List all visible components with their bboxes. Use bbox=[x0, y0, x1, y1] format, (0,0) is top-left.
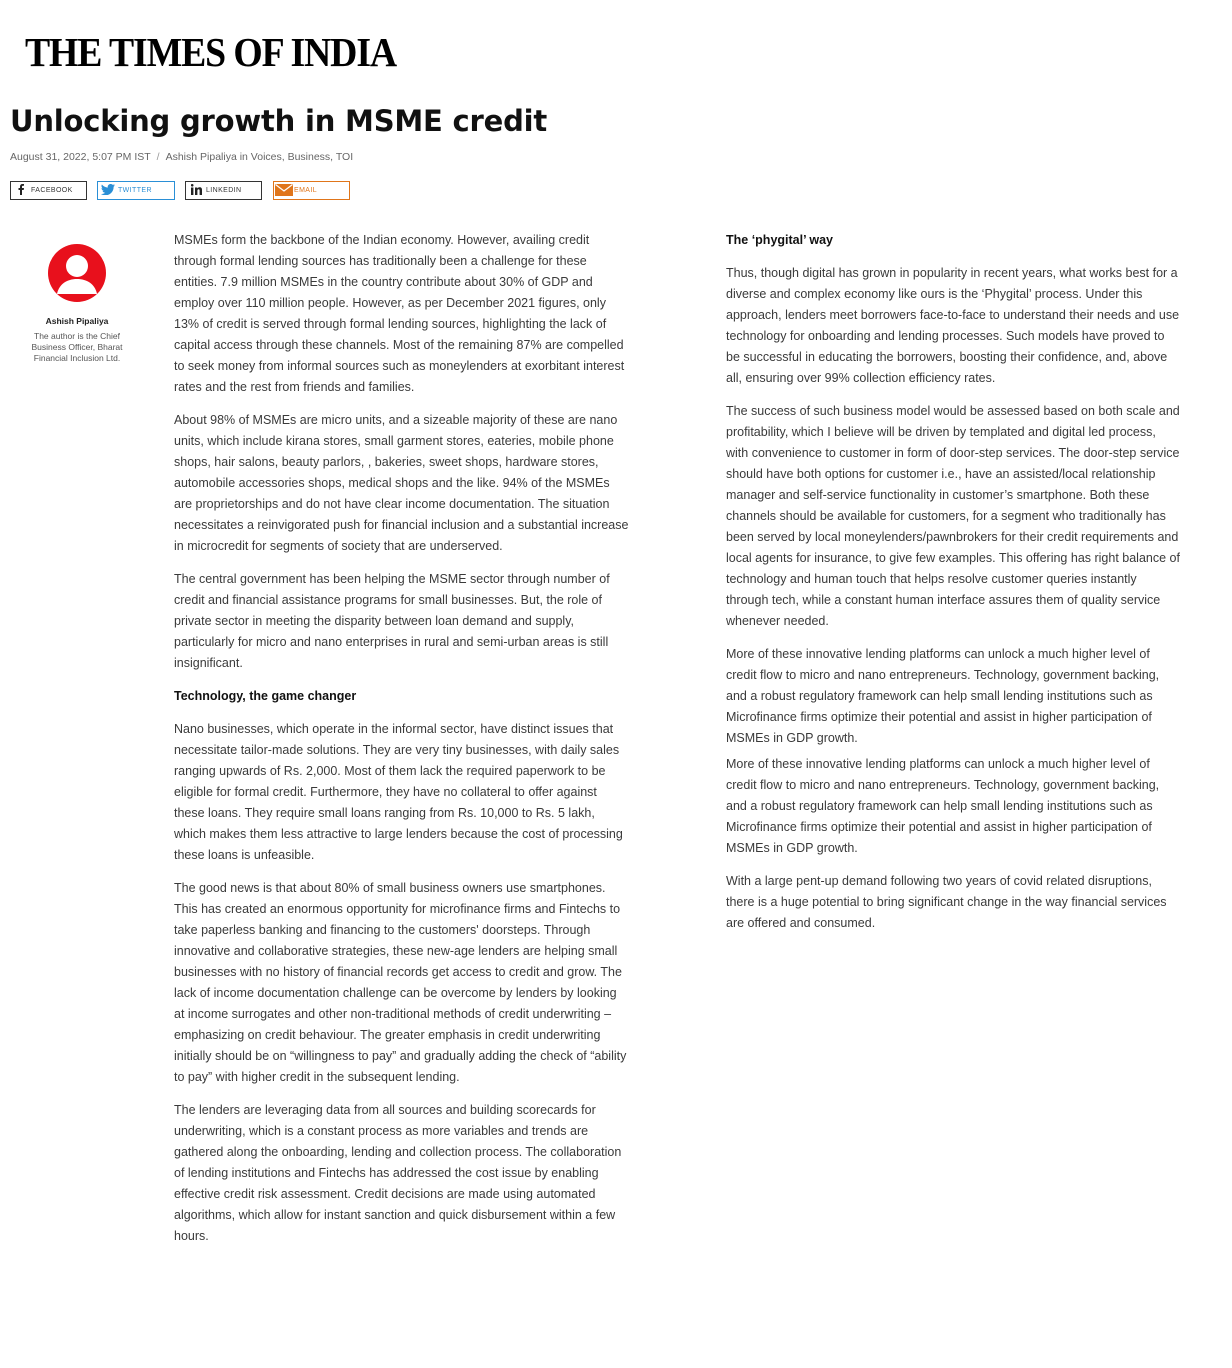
facebook-share-label: FACEBOOK bbox=[31, 187, 73, 194]
user-placeholder-icon bbox=[48, 244, 106, 302]
article-paragraph: The central government has been helping the MSME sector through number of credit and financial assistance programs for small businesses. But, the role of private sector in meeting the disparity between loan demand and supply, particularly for micro and nano enterprises in rural and semi-urban areas is still insignificant. bbox=[174, 572, 610, 670]
email-share-button[interactable] bbox=[273, 181, 350, 200]
article-paragraph: More of these innovative lending platforms can unlock a much higher level of credit flow to micro and nano entrepreneurs. Technology, government backing, and a robust regulatory framework can help small lending institutions such as Microfinance firms optimize their potential and assist in higher participation of MSMEs in GDP growth. bbox=[726, 647, 1160, 745]
article-title: Unlocking growth in MSME credit bbox=[10, 104, 548, 138]
article-byline[interactable]: Ashish Pipaliya in Voices, Business, TOI bbox=[165, 151, 354, 163]
linkedin-icon bbox=[186, 184, 206, 197]
article-paragraph: The lenders are leveraging data from all sources and building scorecards for underwriting, which is a constant process as more variables and trends are gathered along the onboarding, lending and collection process. The collaboration of lending institutions and Fintechs has addressed the cost issue by enabling effective credit risk assessment. Credit decisions are made using automated algorithms, which allow for instant sanction and quick disbursement within a few hours. bbox=[174, 1103, 622, 1243]
article-paragraph: Nano businesses, which operate in the informal sector, have distinct issues that necessitate tailor-made solutions. They are very tiny businesses, with daily sales ranging upwards of Rs. 2,000. Most of them lack the required paperwork to be eligible for formal credit. Furthermore, they have no collateral to offer against these loans. They require small loans ranging from Rs. 10,000 to Rs. 5 lakh, which makes them less attractive to large lenders because the cost of processing these loans is unfeasible. bbox=[174, 722, 623, 862]
twitter-share-button[interactable] bbox=[97, 181, 175, 200]
facebook-icon bbox=[11, 184, 31, 197]
article-paragraph: The good news is that about 80% of small business owners use smartphones. This has created an enormous opportunity for microfinance firms and Fintechs to take paperless banking and financing to the customers' doorsteps. Through innovative and collaborative strategies, these new-age lenders are helping small businesses with no history of financial records get access to credit and grow. The lack of income documentation challenge can be overcome by lenders by looking at income surrogates and other non-traditional methods of credit underwriting – emphasizing on credit behaviour. The greater emphasis in credit underwriting initially should be on “willingness to pay” and gradually adding the check of “ability to pay” with higher credit in the subsequent lending. bbox=[174, 881, 627, 1084]
article-paragraph: With a large pent-up demand following two years of covid related disruptions, there is a huge potential to bring significant change in the way financial services are offered and consumed. bbox=[726, 874, 1167, 930]
author-avatar[interactable] bbox=[48, 244, 106, 302]
article-body-left-column bbox=[174, 230, 629, 1259]
section-heading: The ‘phygital’ way bbox=[726, 233, 833, 247]
email-icon bbox=[274, 184, 294, 198]
twitter-share-label: TWITTER bbox=[118, 187, 152, 194]
author-bio: The author is the Chief Business Officer, Bharat Financial Inclusion Ltd. bbox=[31, 331, 123, 363]
article-date: August 31, 2022, 5:07 PM IST bbox=[10, 151, 151, 163]
article-body-right-column bbox=[726, 230, 1181, 946]
article-paragraph: More of these innovative lending platforms can unlock a much higher level of credit flow to micro and nano entrepreneurs. Technology, government backing, and a robust regulatory framework can help small lending institutions such as Microfinance firms optimize their potential and assist in higher participation of MSMEs in GDP growth. bbox=[726, 757, 1160, 855]
article-paragraph: The success of such business model would be assessed based on both scale and profitability, which I believe will be driven by templated and digital led process, with convenience to customer in form of door-step services. The door-step service should have both options for customer i.e., have an assisted/local relationship manager and self-service functionality in customer’s smartphone. Both these channels should be available for customers, for a segment who traditionally has been served by local moneylenders/pawnbrokers for their credit requirements and local agents for insurance, to give few examples. This offering has right balance of technology and human touch that helps resolve customer queries instantly through tech, while a constant human interface assures them of quality service whenever needed. bbox=[726, 404, 1180, 628]
article-paragraph: MSMEs form the backbone of the Indian economy. However, availing credit through formal lending sources has traditionally been a challenge for these entities. 7.9 million MSMEs in the country contribute about 30% of GDP and employ over 110 million people. However, as per December 2021 figures, only 13% of credit is served through formal lending sources, highlighting the lack of capital access through these channels. Most of the remaining 87% are compelled to seek money from informal sources such as moneylenders at exorbitant interest rates and the rest from friends and families. bbox=[174, 233, 625, 394]
email-share-label: EMAIL bbox=[294, 187, 318, 194]
section-heading: Technology, the game changer bbox=[174, 689, 357, 703]
linkedin-share-button[interactable] bbox=[185, 181, 262, 200]
article-meta bbox=[10, 151, 353, 163]
twitter-icon bbox=[98, 184, 118, 197]
meta-separator: / bbox=[156, 151, 160, 163]
linkedin-share-label: LINKEDIN bbox=[206, 187, 242, 194]
article-paragraph: Thus, though digital has grown in popularity in recent years, what works best for a diverse and complex economy like ours is the ‘Phygital’ process. Under this approach, lenders meet borrowers face-to-face to understand their needs and use technology for onboarding and lending processes. Such models have proved to be successful in educating the borrowers, boosting their confidence, and, above all, ensuring over 99% collection efficiency rates. bbox=[726, 266, 1180, 385]
facebook-share-button[interactable] bbox=[10, 181, 87, 200]
article-paragraph: About 98% of MSMEs are micro units, and a sizeable majority of these are nano units, which include kirana stores, small garment stores, eateries, mobile phone shops, hair salons, beauty parlors, , bakeries, sweet shops, hardware stores, automobile accessories shops, medical shops and the like. 94% of the MSMEs are proprietorships and do not have clear income documentation. The situation necessitates a reinvigorated push for financial inclusion and a substantial increase in microcredit for segments of society that are underserved. bbox=[174, 413, 629, 553]
author-name[interactable]: Ashish Pipaliya bbox=[45, 316, 109, 326]
masthead-logo[interactable]: THE TIMES OF INDIA bbox=[25, 29, 397, 75]
